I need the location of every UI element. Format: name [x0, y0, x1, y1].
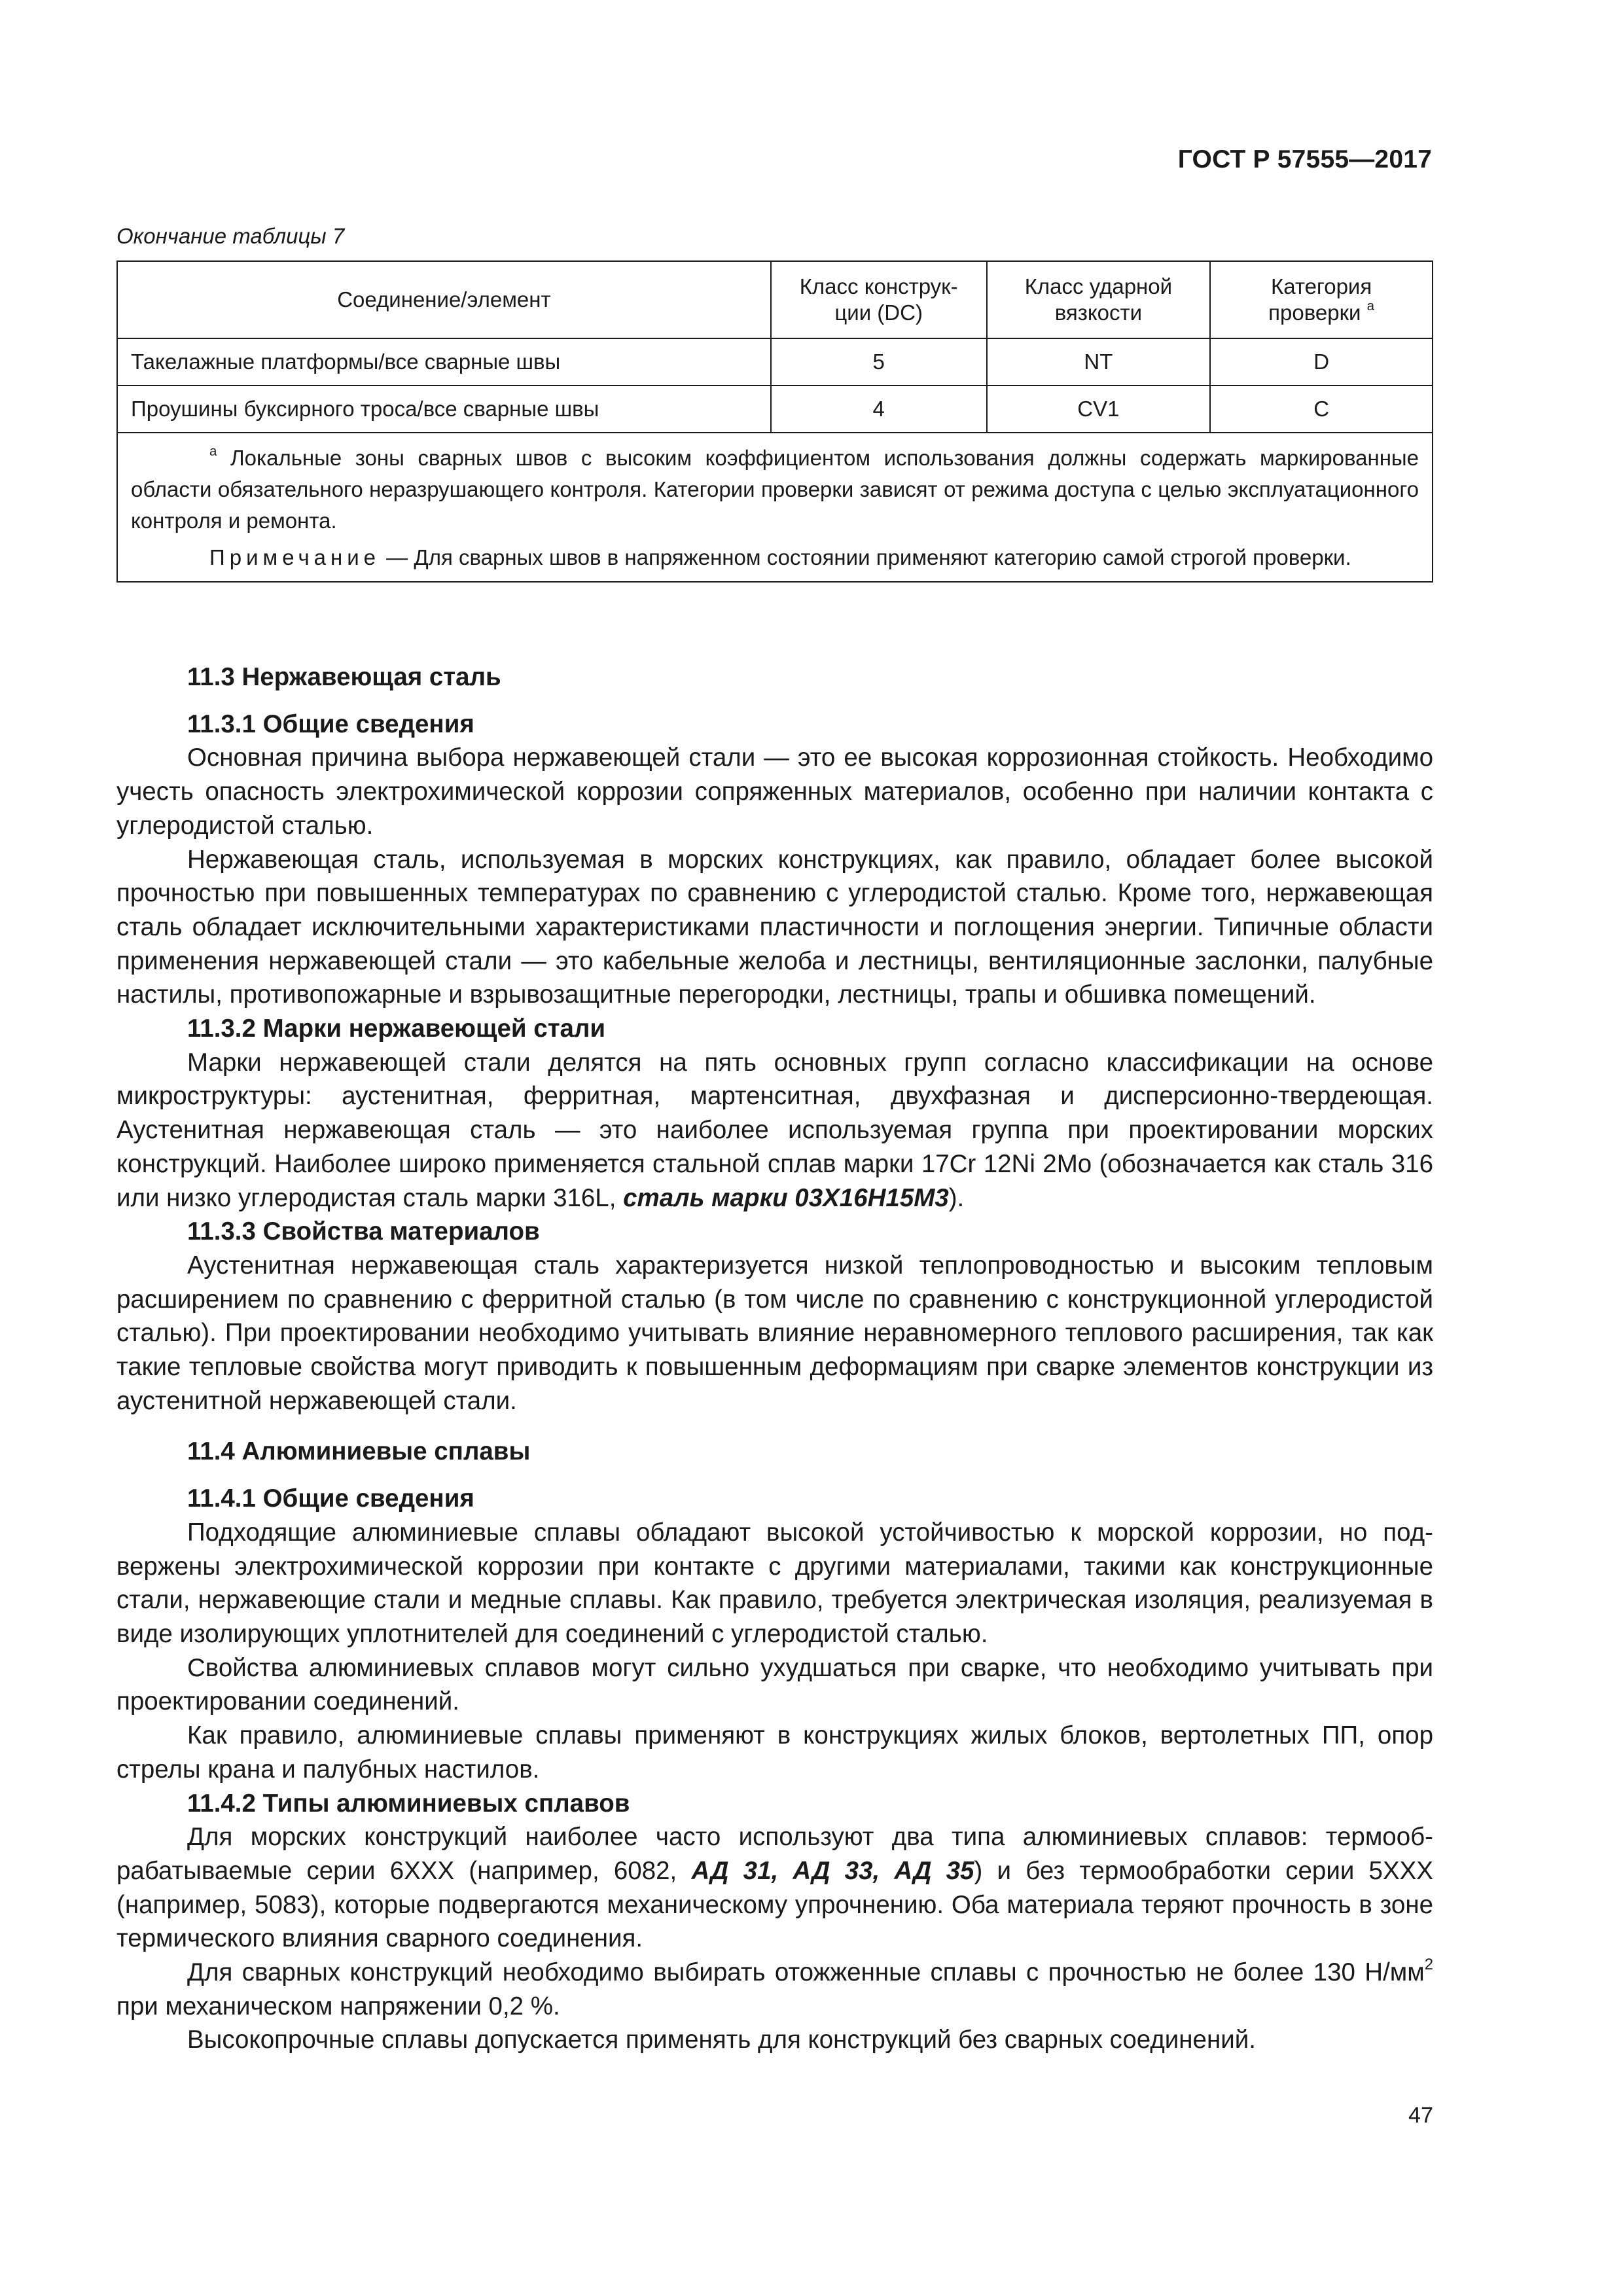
section-heading-11-3: 11.3 Нержавеющая сталь	[187, 663, 501, 691]
section-heading-11-4: 11.4 Алюминиевые сплавы	[187, 1437, 531, 1466]
table-caption: Окончание таблицы 7	[116, 224, 345, 248]
paragraph: Аустенитная нержавеющая сталь характеризуется низкой теплопроводностью и высоким тепловым расширением по сравнению с ферритной сталью (в том числе по сравнению с конструкционной углеродистой сталью). При проектировании необходимо учитывать влияние неравномерного теплового расширения, так как такие тепловые свойства могут приводить к повышенным деформациям при сварке элементов конструкции из аустенитной нержавеющей стали.	[116, 1251, 1433, 1415]
header-inspection-category: Категория проверки $^a$	[1210, 261, 1433, 338]
section-heading-11-3-3: 11.3.3 Свойства материалов	[187, 1217, 540, 1246]
header-dc-class: Класс конструк- ции (DC)	[771, 261, 987, 338]
table-footnote-row	[117, 433, 1433, 582]
paragraph: Для сварных конструкций необходимо выбирать отожженные сплавы с прочностью не более 130 $Н/мм^2$ при механическом напряжении 0,2 %.	[116, 1955, 1433, 2020]
page-number: 47	[1408, 2103, 1433, 2128]
alloy-grade-emphasis: АД 31, АД 33, АД 35	[691, 1856, 974, 1885]
footnote-mark: a	[209, 443, 217, 459]
cell-category: C	[1210, 386, 1433, 433]
paragraph: Свойства алюминиевых сплавов могут сильно ухудшаться при сварке, что необходимо учитывать при проектировании соединений.	[116, 1653, 1433, 1716]
table-row	[117, 338, 1433, 386]
section-heading-11-3-2: 11.3.2 Марки нержавеющей стали	[187, 1014, 606, 1043]
paragraph: Марки нержавеющей стали делятся на пять основных групп согласно классификации на основе микроструктуры: аустенитная, ферритная, мартенситная, двухфазная и дисперсионно-твердеющая. Аустенитная нержавеющая сталь — это наиболее используемая группа при проектировании морских конструкций. Наиболее широко применяется стальной сплав марки 17Cr 12Ni 2Mo (обозначается как сталь 316 или низко углеродистая сталь марки 316L, сталь марки 03Х16Н15М3).	[116, 1048, 1433, 1212]
paragraph: Подходящие алюминиевые сплавы обладают высокой устойчивостью к морской коррозии, но подвержены электрохимической коррозии при контакте с другими материалами, такими как конструкционные стали, нержавеющие стали и медные сплавы. Как правило, требуется электрическая изоляция, реализуемая в виде изолирующих уплотнителей для соединений с углеродистой сталью.	[116, 1518, 1433, 1648]
section-heading-11-4-1: 11.4.1 Общие сведения	[187, 1484, 474, 1513]
cell-element: Такелажные платформы/все сварные швы	[117, 338, 771, 386]
paragraph: Как правило, алюминиевые сплавы применяют в конструкциях жилых блоков, вертолетных ПП, опор стрелы крана и палубных настилов.	[116, 1721, 1433, 1784]
table-note: Примечание — Для сварных швов в напряженном состоянии применяют категорию самой строгой проверки.	[209, 545, 1351, 569]
superscript: 2	[1424, 1955, 1433, 1973]
table-row	[117, 386, 1433, 433]
header-connection-element: Соединение/элемент	[117, 261, 771, 338]
header-toughness-class: Класс ударной вязкости	[987, 261, 1211, 338]
table-7	[116, 260, 1433, 583]
cell-category: D	[1210, 338, 1433, 386]
footnote-mark: a	[1366, 298, 1375, 314]
paragraph: Высокопрочные сплавы допускается применять для конструкций без сварных соединений.	[187, 2026, 1256, 2054]
table-footnote-cell	[117, 433, 1433, 582]
cell-dc: 4	[771, 386, 987, 433]
cell-dc: 5	[771, 338, 987, 386]
paragraph: Для морских конструкций наиболее часто используют два типа алюминиевых сплавов: термообрабатываемые серии 6ХХХ (например, 6082, АД 31, АД 33, АД 35) и без термообработки серии 5ХХХ (например, 5083), которые подвергаются механическому упрочнению. Оба материала теряют прочность в зоне термического влияния сварного соединения.	[116, 1823, 1433, 1953]
section-heading-11-4-2: 11.4.2 Типы алюминиевых сплавов	[187, 1789, 630, 1818]
cell-element: Проушины буксирного троса/все сварные швы	[117, 386, 771, 433]
main-text	[116, 660, 1433, 2057]
table-footnote: $^a$ Локальные зоны сварных швов с высоким коэффициентом использования должны содержать маркированные области обязательного неразрушающего контроля. Категории проверки зависят от режима доступа с целью эксплуатационного контроля и ремонта.	[131, 443, 1419, 533]
note-label: Примечание	[209, 545, 381, 569]
section-heading-11-3-1: 11.3.1 Общие сведения	[187, 709, 474, 738]
paragraph: Нержавеющая сталь, используемая в морских конструкциях, как правило, обладает более высокой прочностью при повышенных температурах по сравнению с углеродистой сталью. Кроме того, нержавеющая сталь обладает исключительными характеристиками пластичности и поглощения энергии. Типичные области применения нержавеющей стали — это кабельные желоба и лестницы, вентиляционные заслонки, палубные настилы, противопожарные и взрывозащитные перегородки, лестницы, трапы и обшивка помещений.	[116, 845, 1433, 1009]
cell-toughness: NT	[987, 338, 1211, 386]
paragraph: Основная причина выбора нержавеющей стали — это ее высокая коррозионная стойкость. Необходимо учесть опасность электрохимической коррозии сопряженных материалов, особенно при наличии контакта с углеродистой сталью.	[116, 744, 1433, 840]
table-header-row	[117, 261, 1433, 338]
document-code: ГОСТ Р 57555—2017	[1177, 145, 1432, 173]
cell-toughness: CV1	[987, 386, 1211, 433]
steel-grade-emphasis: сталь марки 03Х16Н15М3	[623, 1183, 949, 1212]
